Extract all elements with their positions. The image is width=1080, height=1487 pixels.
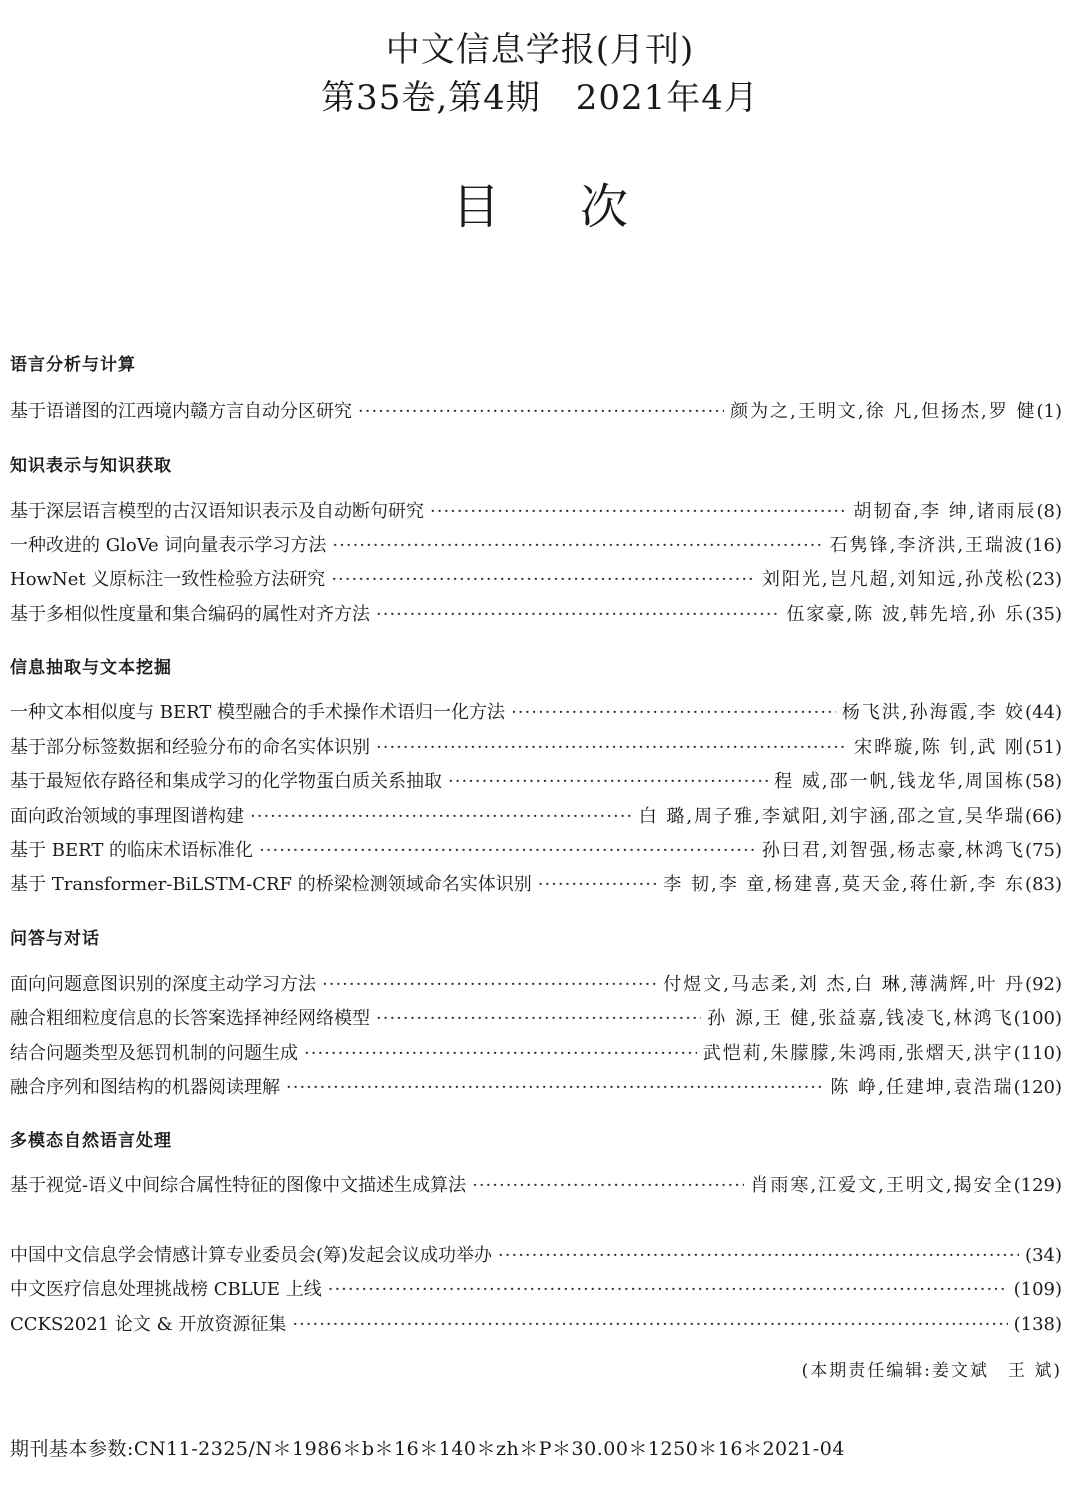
notice-page: (34) (1025, 1245, 1062, 1266)
entry-title: 基于 Transformer-BiLSTM-CRF 的桥梁检测领域命名实体识别 (10, 874, 532, 895)
entry-authors: 陈 峥,任建坤,袁浩瑞 (830, 1077, 1014, 1098)
leader-dots (331, 569, 756, 590)
entry-authors: 孙 源,王 健,张益嘉,钱凌飞,林鸿飞 (707, 1008, 1014, 1029)
leader-dots (259, 840, 756, 861)
entry-title: 基于视觉-语义中间综合属性特征的图像中文描述生成算法 (10, 1175, 467, 1196)
entry-title: 基于多相似性度量和集合编码的属性对齐方法 (10, 604, 370, 625)
entry-title: 基于最短依存路径和集成学习的化学物蛋白质关系抽取 (10, 771, 442, 792)
leader-dots (304, 1043, 697, 1064)
notice-title: 中文医疗信息处理挑战榜 CBLUE 上线 (10, 1279, 322, 1300)
entry-title: 一种改进的 GloVe 词向量表示学习方法 (10, 535, 327, 556)
toc-entry[interactable] (10, 1073, 1062, 1099)
section-heading: 问答与对话 (10, 929, 100, 949)
entry-page: (1) (1036, 401, 1062, 422)
toc-entry[interactable] (10, 698, 1062, 724)
entry-authors: 伍家豪,陈 波,韩先培,孙 乐 (786, 604, 1026, 625)
issue-info: 第35卷,第4期 2021年4月 (321, 78, 759, 118)
entry-authors: 程 威,邵一帆,钱龙华,周国栋 (774, 771, 1026, 792)
entry-page: (100) (1013, 1008, 1062, 1029)
entry-authors: 颜为之,王明文,徐 凡,但扬杰,罗 健 (730, 401, 1037, 422)
section-heading: 知识表示与知识获取 (10, 456, 172, 476)
entry-page: (58) (1025, 771, 1062, 792)
leader-dots (538, 874, 658, 895)
leader-dots (328, 1279, 1008, 1300)
entry-page: (44) (1025, 702, 1062, 723)
entry-authors: 孙曰君,刘智强,杨志豪,林鸿飞 (761, 840, 1026, 861)
entry-page: (83) (1025, 874, 1062, 895)
entry-authors: 白 璐,周子雅,李斌阳,刘宇涵,邵之宣,吴华瑞 (638, 806, 1026, 827)
entry-title: 面向政治领域的事理图谱构建 (10, 806, 244, 827)
notice-entry[interactable] (10, 1310, 1062, 1336)
leader-dots (448, 771, 768, 792)
leader-dots (430, 501, 847, 522)
entry-authors: 胡韧奋,李 绅,诸雨辰 (853, 501, 1037, 522)
leader-dots (511, 702, 836, 723)
entry-title: 面向问题意图识别的深度主动学习方法 (10, 974, 316, 995)
entry-authors: 杨飞洪,孙海霞,李 姣 (841, 702, 1026, 723)
entry-authors: 武恺莉,朱朦朦,朱鸿雨,张熠天,洪宇 (702, 1043, 1014, 1064)
toc-entry[interactable] (10, 767, 1062, 793)
entry-title: 一种文本相似度与 BERT 模型融合的手术操作术语归一化方法 (10, 702, 506, 723)
toc-entry[interactable] (10, 733, 1062, 759)
leader-dots (250, 806, 633, 827)
journal-parameters: 期刊基本参数:CN11-2325/N＊1986＊b＊16＊140＊zh＊P＊30.00＊1250＊16＊2021-04 (10, 1438, 845, 1460)
notice-page: (138) (1013, 1314, 1062, 1335)
leader-dots (358, 401, 724, 422)
entry-title: 结合问题类型及惩罚机制的问题生成 (10, 1043, 298, 1064)
entry-authors: 宋晔璇,陈 钊,武 刚 (854, 737, 1026, 758)
notice-entry[interactable] (10, 1275, 1062, 1301)
entry-page: (23) (1025, 569, 1062, 590)
toc-entry[interactable] (10, 1004, 1062, 1030)
notice-title: CCKS2021 论文 & 开放资源征集 (10, 1314, 287, 1335)
toc-entry[interactable] (10, 970, 1062, 996)
toc-entry[interactable] (10, 802, 1062, 828)
entry-title: 基于部分标签数据和经验分布的命名实体识别 (10, 737, 370, 758)
leader-dots (292, 1314, 1007, 1335)
notice-entry[interactable] (10, 1241, 1062, 1267)
entry-page: (92) (1025, 974, 1062, 995)
entry-authors: 石隽锋,李济洪,王瑞波 (829, 535, 1026, 556)
entry-page: (16) (1025, 535, 1062, 556)
leader-dots (498, 1245, 1019, 1266)
leader-dots (376, 604, 780, 625)
leader-dots (322, 974, 657, 995)
entry-page: (35) (1025, 604, 1062, 625)
entry-authors: 付煜文,马志柔,刘 杰,白 琳,薄满辉,叶 丹 (663, 974, 1026, 995)
toc-entry[interactable] (10, 497, 1062, 523)
toc-heading: 目次 (451, 179, 708, 235)
entry-page: (51) (1025, 737, 1062, 758)
section-heading: 语言分析与计算 (10, 355, 136, 375)
toc-entry[interactable] (10, 1039, 1062, 1065)
entry-title: 融合粗细粒度信息的长答案选择神经网络模型 (10, 1008, 370, 1029)
entry-page: (66) (1025, 806, 1062, 827)
entry-page: (129) (1013, 1175, 1062, 1196)
entry-page: (120) (1013, 1077, 1062, 1098)
toc-entry[interactable] (10, 565, 1062, 591)
toc-entry[interactable] (10, 531, 1062, 557)
toc-entry[interactable] (10, 397, 1062, 423)
toc-entry[interactable] (10, 1171, 1062, 1197)
entry-title: 基于深层语言模型的古汉语知识表示及自动断句研究 (10, 501, 424, 522)
leader-dots (286, 1077, 824, 1098)
entry-page: (110) (1013, 1043, 1062, 1064)
toc-entry[interactable] (10, 600, 1062, 626)
journal-title: 中文信息学报(月刊) (385, 30, 695, 70)
entry-title: 融合序列和图结构的机器阅读理解 (10, 1077, 280, 1098)
entry-title: 基于语谱图的江西境内赣方言自动分区研究 (10, 401, 352, 422)
leader-dots (472, 1175, 744, 1196)
entry-page: (75) (1025, 840, 1062, 861)
toc-entry[interactable] (10, 870, 1062, 896)
toc-entry[interactable] (10, 836, 1062, 862)
leader-dots (332, 535, 823, 556)
leader-dots (376, 737, 848, 758)
notice-page: (109) (1013, 1279, 1062, 1300)
leader-dots (376, 1008, 701, 1029)
entry-authors: 刘阳光,岂凡超,刘知远,孙茂松 (761, 569, 1026, 590)
section-heading: 多模态自然语言处理 (10, 1131, 172, 1151)
entry-title: HowNet 义原标注一致性检验方法研究 (10, 569, 326, 590)
entry-authors: 肖雨寒,江爱文,王明文,揭安全 (750, 1175, 1014, 1196)
entry-title: 基于 BERT 的临床术语标准化 (10, 840, 254, 861)
entry-page: (8) (1036, 501, 1062, 522)
notice-title: 中国中文信息学会情感计算专业委员会(筹)发起会议成功举办 (10, 1245, 493, 1266)
section-heading: 信息抽取与文本挖掘 (10, 658, 172, 678)
issue-editor: (本期责任编辑:姜文斌 王 斌) (801, 1361, 1062, 1381)
entry-authors: 李 韧,李 童,杨建喜,莫天金,蒋仕新,李 东 (663, 874, 1026, 895)
